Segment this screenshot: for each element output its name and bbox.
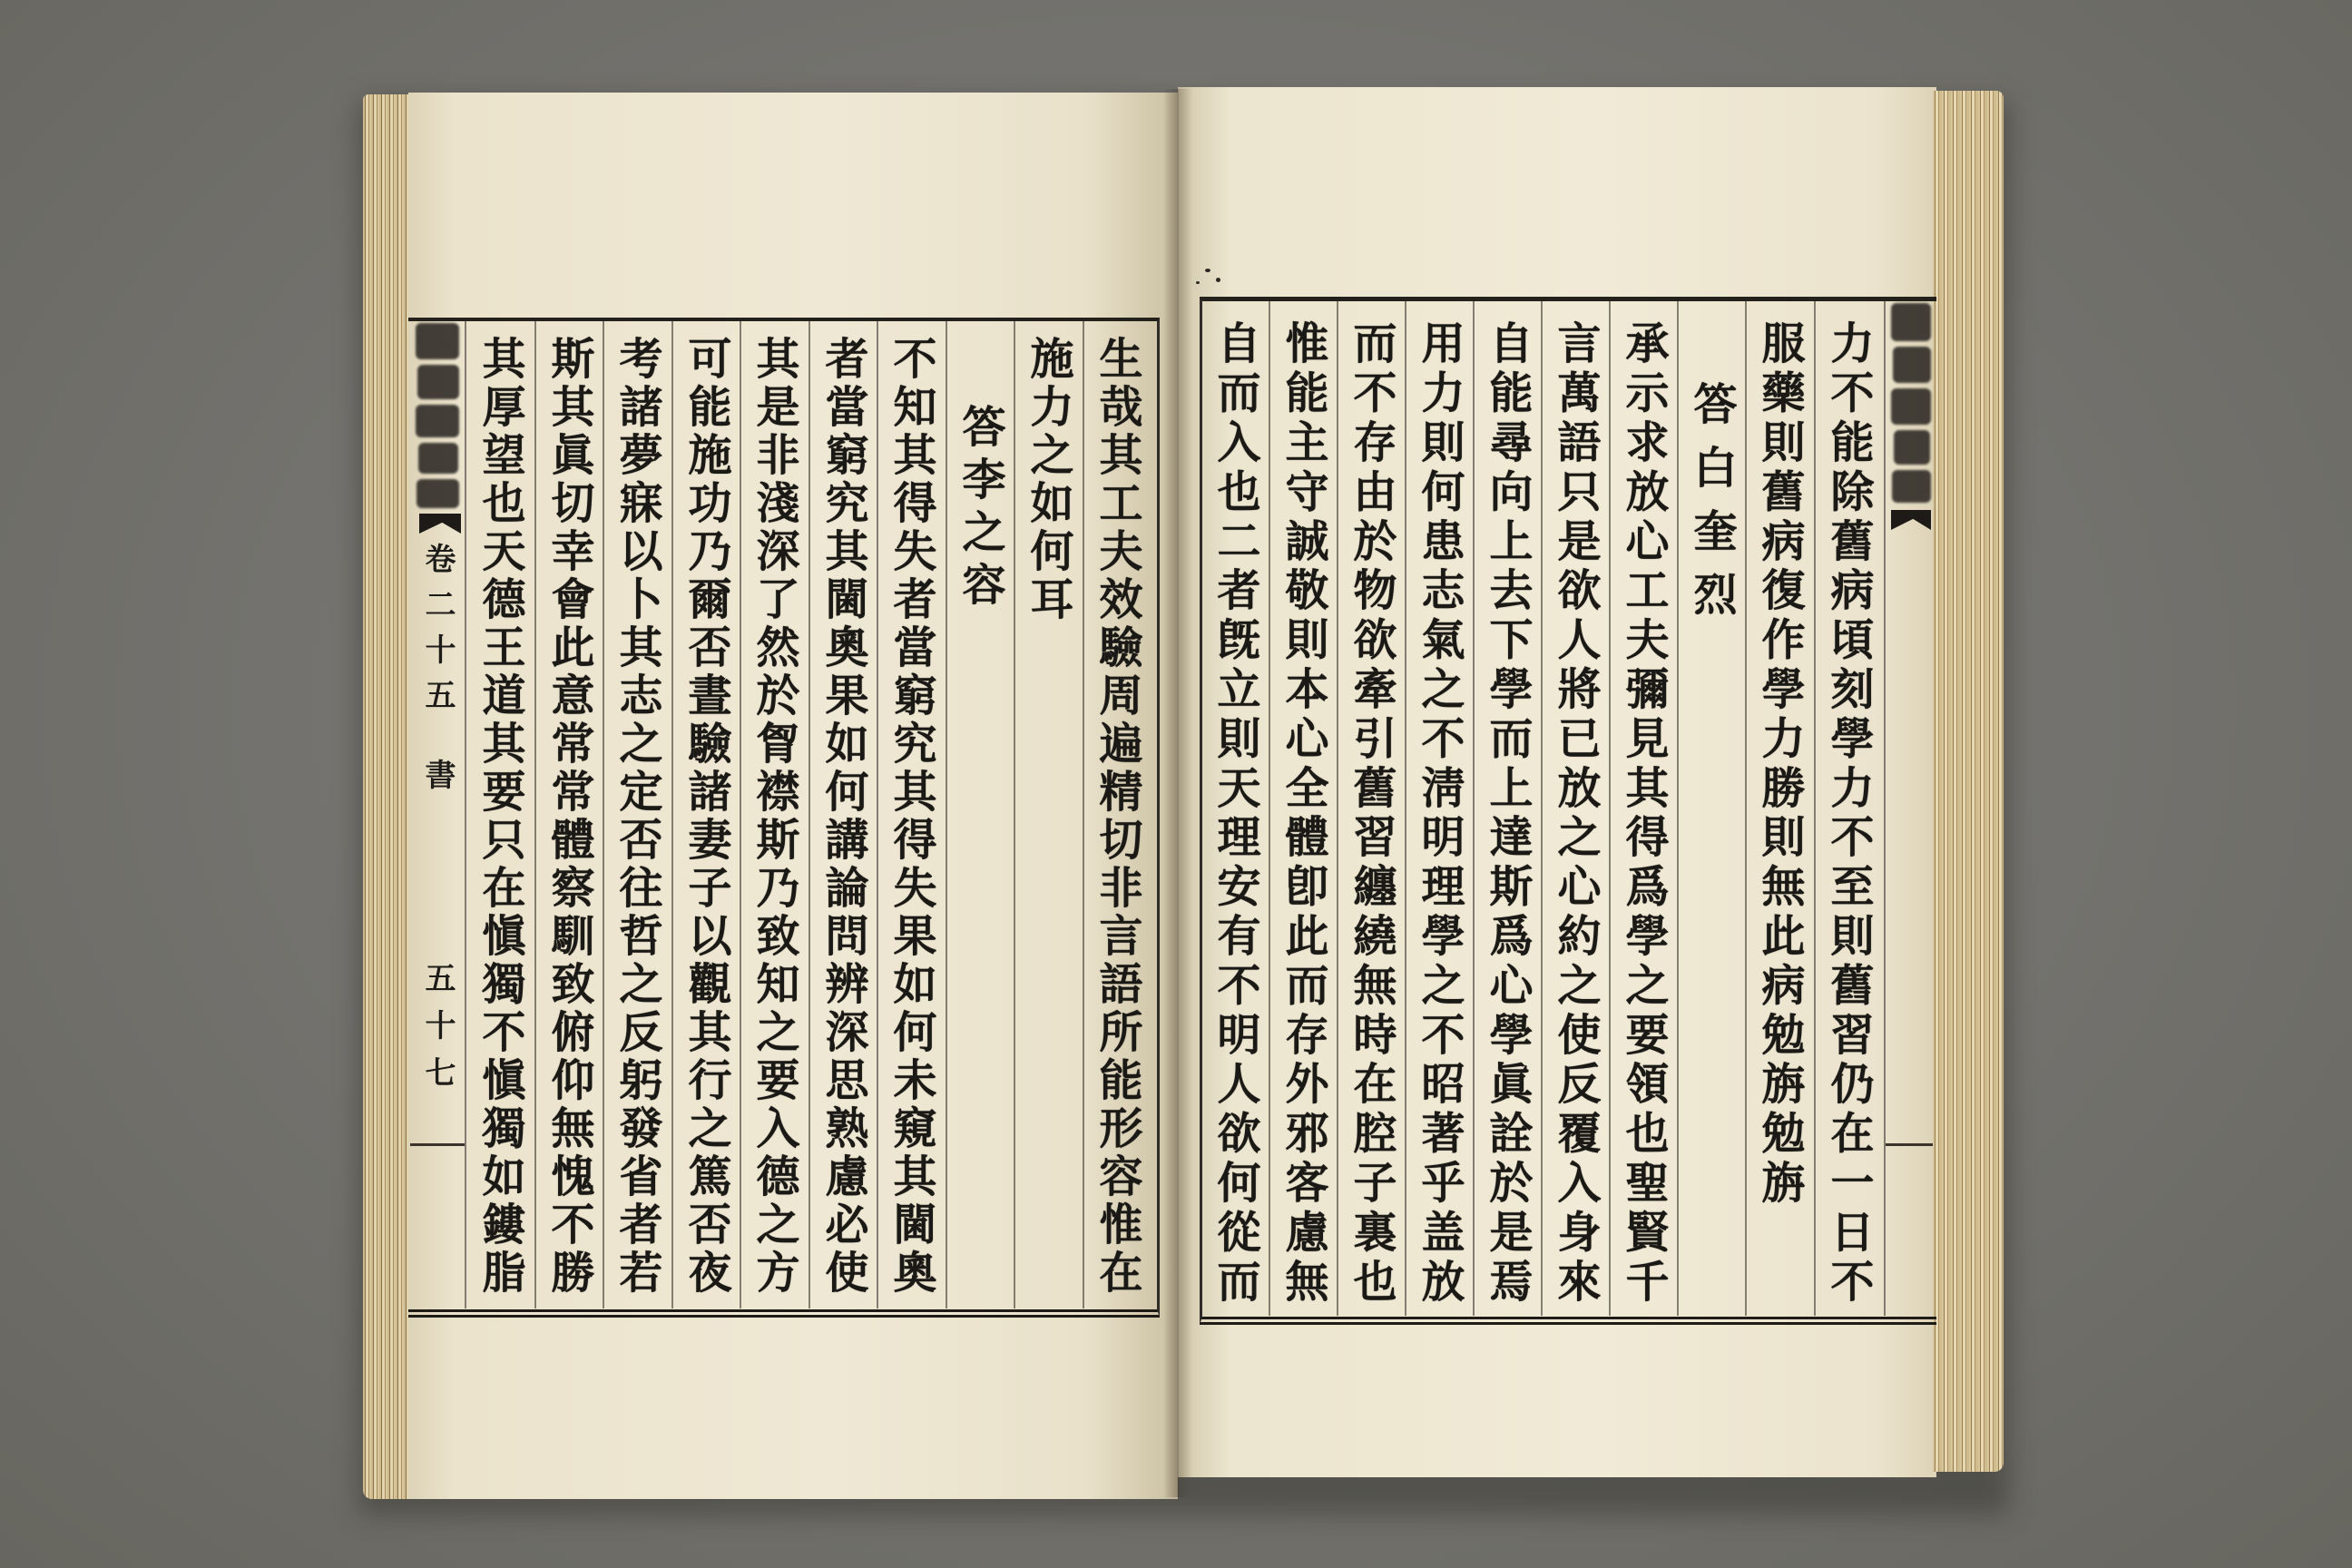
text-column: 施力之如何耳: [1023, 336, 1073, 624]
text-column: 而不存由於物欲牽引舊習纏繞無時在腔子裏也: [1346, 320, 1396, 1308]
fold-line-mark: [1886, 1143, 1933, 1146]
fold-title-ink: [418, 443, 458, 474]
text-column: 用力則何患志氣之不淸明理學之不昭著乎盖放: [1414, 320, 1465, 1308]
fold-title-ink: [1891, 388, 1931, 425]
ink-speck: [1196, 281, 1200, 284]
fold-title-ink: [1891, 303, 1931, 341]
fold-title-ink: [1892, 470, 1931, 503]
text-column: 不知其得失者當窮究其得失果如何未窺其閫奧: [886, 336, 936, 1298]
text-column: 可能施功乃爾否晝驗諸妻子以觀其行之篤否夜: [681, 336, 731, 1298]
ink-speck: [1205, 269, 1210, 272]
ink-speck: [1216, 278, 1220, 282]
fold-title-ink: [1894, 430, 1930, 465]
text-column: 斯其眞切幸會此意常常體察馴致俯仰無愧不勝: [544, 336, 594, 1298]
fold-folio: 五十七: [419, 962, 456, 1103]
text-column: 生哉其工夫效驗周遍精切非言語所能形容惟在: [1092, 336, 1142, 1298]
fold-title-ink: [416, 323, 459, 359]
fold-title-ink: [1893, 347, 1931, 383]
text-column: 自能尋向上去下學而上達斯爲心學眞詮於是焉: [1482, 320, 1533, 1308]
text-column: 惟能主守誠敬則本心全體卽此而存外邪客慮無: [1278, 320, 1328, 1308]
letter-heading: 答李之容: [955, 404, 1005, 614]
fold-volume: 卷二十五: [419, 543, 456, 724]
text-column: 承示求放心工夫彌見其得爲學之要領也聖賢千: [1618, 320, 1669, 1308]
text-column: 其是非淺深了然於胷襟斯乃致知之要入德之方: [749, 336, 799, 1298]
letter-heading: 答白奎烈: [1686, 381, 1737, 635]
text-column: 其厚望也天德王道其要只在愼獨不愼獨如鏤脂: [475, 336, 525, 1298]
right-page-edges: [1933, 91, 2004, 1472]
fold-line-mark: [410, 1143, 465, 1146]
left-page-edges: [363, 94, 410, 1499]
fold-title-ink: [416, 405, 459, 437]
text-column: 考諸夢寐以卜其志之定否往哲之反躬發省者若: [612, 336, 662, 1298]
text-column: 服藥則舊病復作學力勝則無此病勉旃勉旃: [1754, 320, 1805, 1210]
fold-column-rule: [1884, 301, 1886, 1316]
text-column: 自而入也二者旣立則天理安有不明人欲何從而: [1210, 320, 1260, 1308]
book-spine: [1163, 89, 1192, 1497]
text-column: 力不能除舊病頃刻學力不至則舊習仍在一日不: [1823, 320, 1874, 1308]
text-column: 言萬語只是欲人將已放之心約之使反覆入身來: [1550, 320, 1601, 1308]
fold-title-ink: [416, 479, 459, 508]
fold-title-ink: [417, 365, 459, 399]
text-column: 者當窮究其閫奧果如何講論問辨深思熟慮必使: [818, 336, 868, 1298]
fold-section: 書: [419, 759, 456, 789]
